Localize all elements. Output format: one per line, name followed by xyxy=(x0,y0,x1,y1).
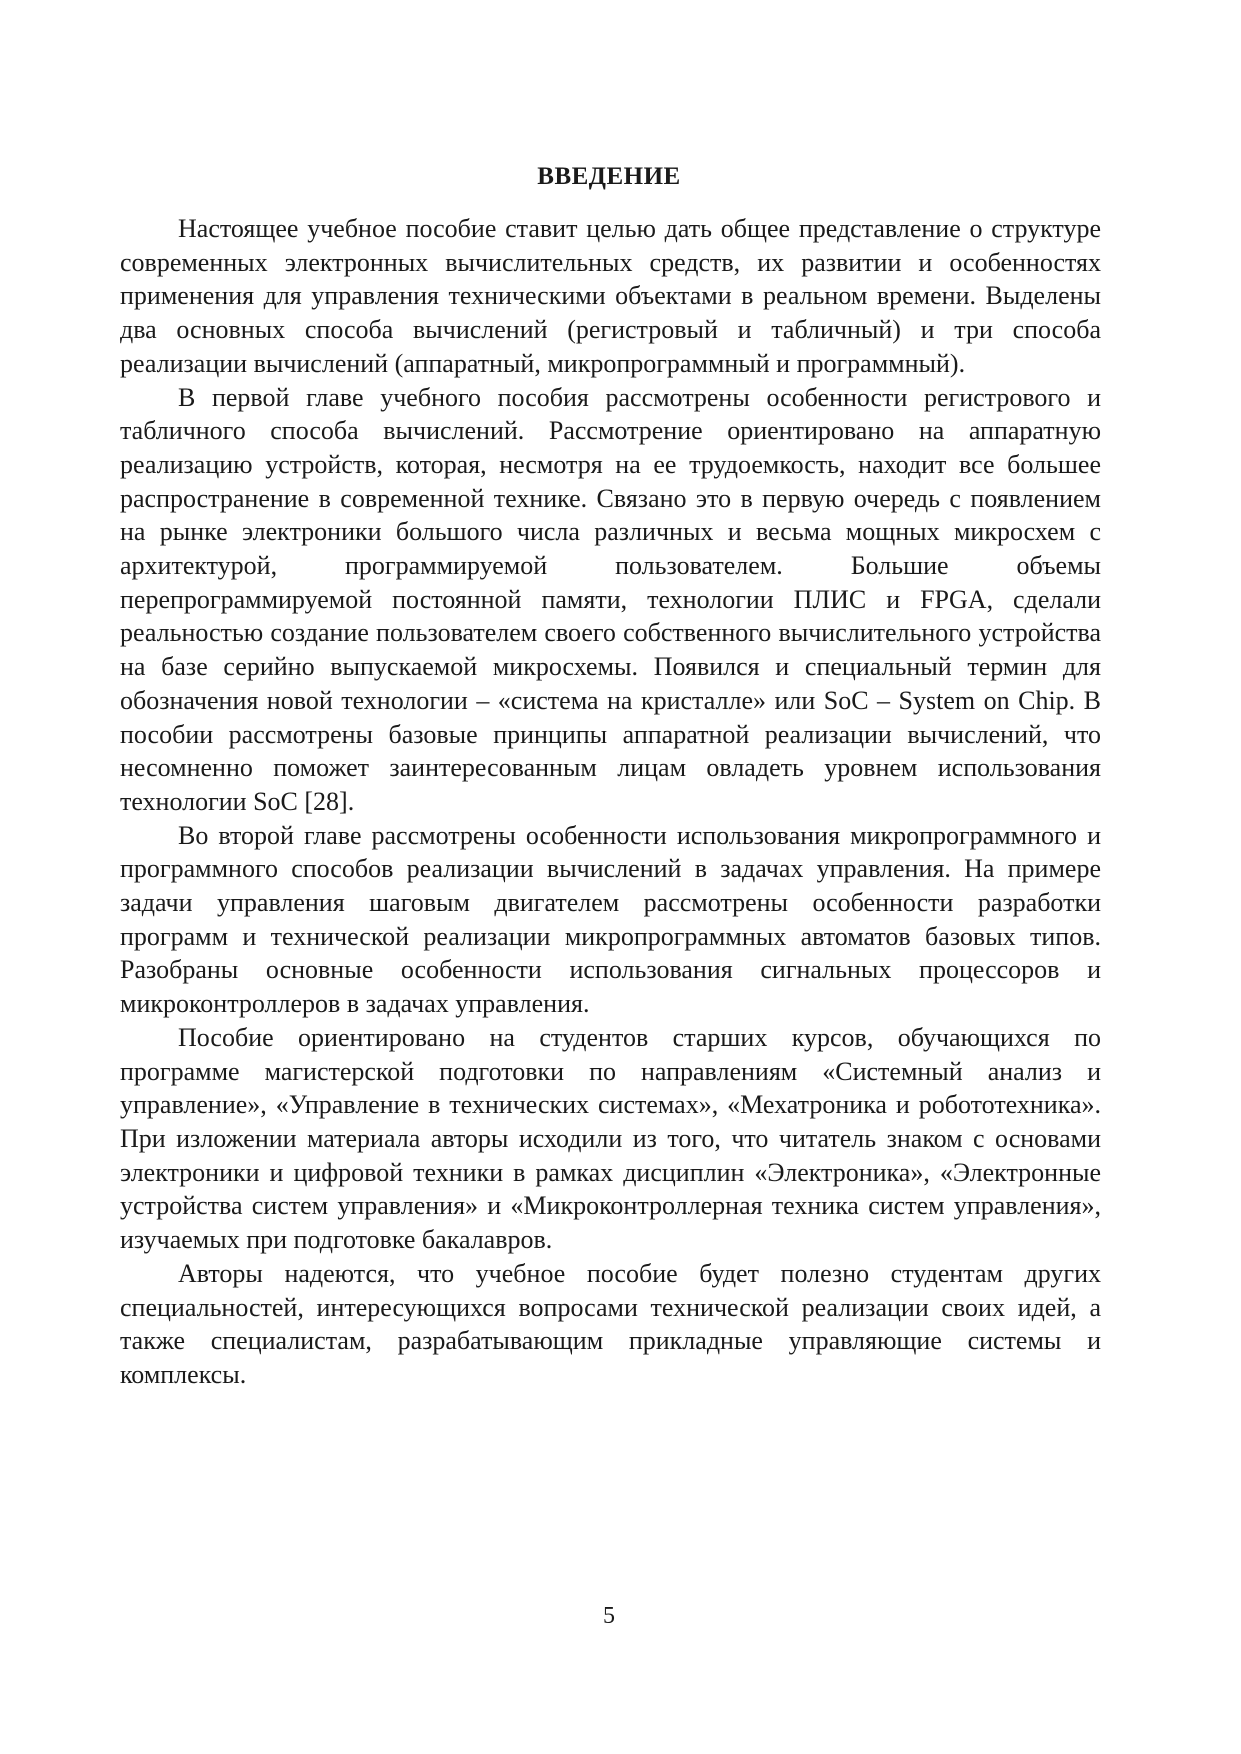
body-text xyxy=(120,212,1101,1392)
paragraph-audience: Пособие ориентировано на студентов старших курсов, обучающихся по программе магистерской подготовки по направлениям «Системный анализ и управление», «Управление в технических системах», «Мехатроника и робототехника». При изложении материала авторы исходили из того, что читатель знаком с основами электроники и цифровой техники в рамках дисциплин «Электроника», «Электронные устройства систем управления» и «Микроконтроллерная техника систем управления», изучаемых при подготовке бакалавров. xyxy=(120,1022,1101,1255)
paragraph-chapter-two: Во второй главе рассмотрены особенности использования микропрограммного и программного способов реализации вычислений в задачах управления. На примере задачи управления шаговым двигателем рассмотрены особенности разработки программ и технической реализации микропрограммных автоматов базовых типов. Разобраны основные особенности использования сигнальных процессоров и микроконтроллеров в задачах управления. xyxy=(120,820,1101,1019)
page-number: 5 xyxy=(603,1603,615,1629)
page-title: ВВЕДЕНИЕ xyxy=(537,162,681,190)
paragraph-intro: Настоящее учебное пособие ставит целью дать общее представление о структуре современных электронных вычислительных средств, их развитии и особенностях применения для управления техническими объектами в реальном времени. Выделены два основных способа вычислений (регистровый и табличный) и три способа реализации вычислений (аппаратный, микропрограммный и программный). xyxy=(120,214,1101,378)
paragraph-chapter-one: В первой главе учебного пособия рассмотрены особенности регистрового и табличного способа вычислений. Рассмотрение ориентировано на аппаратную реализацию устройств, которая, несмотря на ее трудоемкость, находит все большее распространение в современной технике. Связано это в первую очередь с появлением на рынке электроники большого числа различных и весьма мощных микросхем с архитектурой, программируемой пользователем. Большие объемы перепрограммируемой постоянной памяти, технологии ПЛИС и FPGA, сделали реальностью создание пользователем своего собственного вычислительного устройства на базе серийно выпускаемой микросхемы. Появился и специальный термин для обозначения новой технологии – «система на кристалле» или SoC – System on Chip. В пособии рассмотрены базовые принципы аппаратной реализации вычислений, что несомненно поможет заинтересованным лицам овладеть уровнем использования технологии SoC [28]. xyxy=(120,382,1101,816)
paragraph-closing: Авторы надеются, что учебное пособие будет полезно студентам других специальностей, интересующихся вопросами технической реализации своих идей, а также специалистам, разрабатывающим прикладные управляющие системы и комплексы. xyxy=(120,1258,1101,1389)
